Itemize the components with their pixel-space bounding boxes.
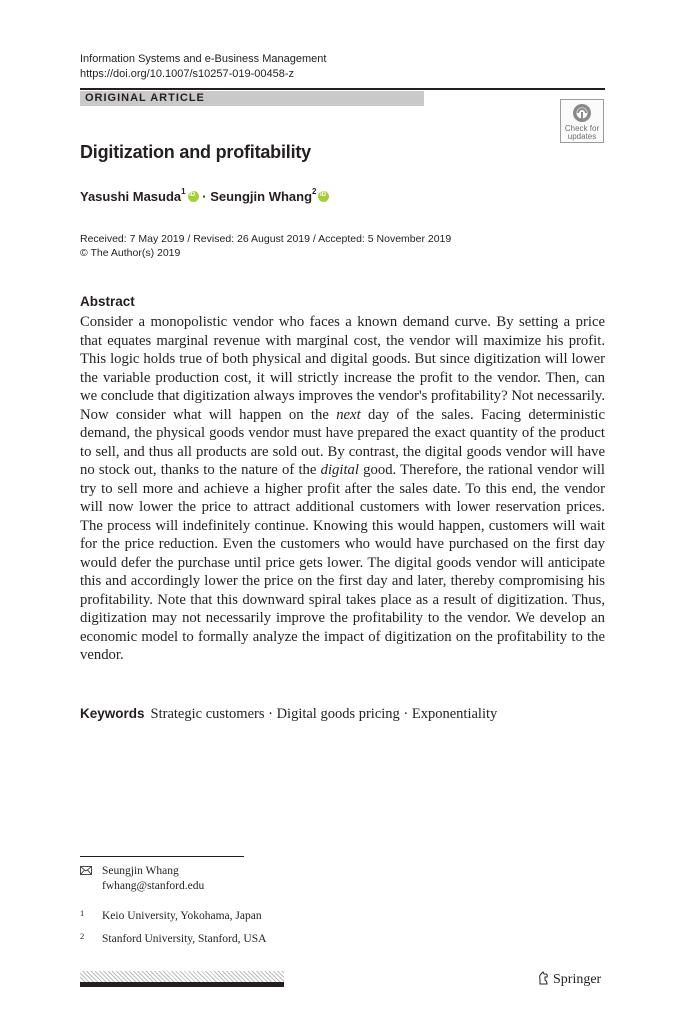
author-name: Seungjin Whang	[210, 189, 313, 204]
article-dates	[80, 232, 451, 260]
contact-name: Seungjin Whang	[102, 865, 179, 877]
affil-mark: 2	[80, 931, 85, 941]
orcid-icon[interactable]	[318, 191, 329, 202]
envelope-icon	[80, 865, 92, 880]
article-history: Received: 7 May 2019 / Revised: 26 August 2019 / Accepted: 5 November 2019	[80, 233, 452, 245]
corresponding-author	[102, 864, 204, 894]
bottom-bar	[80, 982, 284, 987]
check-updates-line1: Check for	[564, 124, 600, 133]
article-type: ORIGINAL ARTICLE	[85, 92, 205, 104]
abstract-part: good. Therefore, the rational vendor will try to sell more and achieve a higher profit after the sales date. To this end, the vendor will now lower the price to attract additional customers with lower reservation prices. The process will indefinitely continue. Knowing this would happen, customers will wait for the price reduction. Even the customers who would have purchased on the first day would defer the purchase until price gets lower. The digital goods vendor will anticipate this and accordingly lower the price on the first day and later, thereby compromising his profitability. Note that this downward spiral takes place as a result of digitization. Thus, digitization may not necessarily improve the profitability to the vendor. We develop an economic model to formally analyze the impact of digitization on the profitability to the vendor.	[80, 462, 605, 663]
keywords	[80, 706, 497, 723]
keywords-label: Keywords	[80, 706, 145, 721]
affil-mark: 1	[80, 908, 85, 918]
header-rule	[80, 88, 605, 90]
affiliation-2: Stanford University, Stanford, USA	[102, 933, 267, 945]
author-affil-mark: 2	[312, 187, 317, 196]
contact-email[interactable]: fwhang@stanford.edu	[102, 880, 205, 892]
abstract-italic: digital	[320, 462, 359, 478]
article-type-bar	[80, 91, 424, 106]
decorative-barcode	[80, 971, 284, 982]
journal-name: Information Systems and e-Business Management	[80, 53, 327, 65]
affiliation-1: Keio University, Yokohama, Japan	[102, 910, 262, 922]
publisher-name: Springer	[553, 972, 602, 987]
publisher-logo	[537, 971, 601, 988]
abstract-italic: next	[336, 406, 361, 423]
check-updates-icon	[572, 103, 592, 123]
paper-title: Digitization and profitability	[80, 142, 311, 162]
abstract-part: day of the sales. Facing deterministic demand, the physical goods vendor must have prepared the exact quantity of the product to sell, and thus all products are sold out. By contrast, the digital goods vendor will have no stock out, thanks to the nature of the	[80, 406, 605, 478]
abstract-part: Consider a monopolistic vendor who faces a known demand curve. By setting a price that equates marginal revenue with marginal cost, the vendor will maximize his profit. This logic holds true of both physical and digital goods. But since digitization will lower the variable production cost, it will strictly increase the profit to the vendor. Then, can we conclude that digitization always improves the vendor's profitability? Not necessarily. Now consider what will happen on the	[80, 314, 605, 423]
abstract-heading: Abstract	[80, 294, 135, 309]
author-name: Yasushi Masuda	[80, 189, 182, 204]
abstract-text	[80, 313, 605, 665]
check-for-updates-badge[interactable]	[560, 99, 604, 143]
doi-link[interactable]: https://doi.org/10.1007/s10257-019-00458-z	[80, 67, 295, 80]
journal-header	[80, 52, 326, 81]
orcid-icon[interactable]	[188, 191, 199, 202]
check-updates-line2: updates	[567, 132, 597, 141]
author-separator: ·	[202, 189, 207, 204]
copyright: © The Author(s) 2019	[80, 247, 181, 259]
footnote-rule	[80, 856, 244, 857]
author-affil-mark: 1	[181, 187, 186, 196]
springer-horse-icon	[537, 971, 550, 985]
keywords-list: Strategic customers · Digital goods pricing · Exponentiality	[150, 706, 498, 722]
author-list	[80, 189, 329, 204]
